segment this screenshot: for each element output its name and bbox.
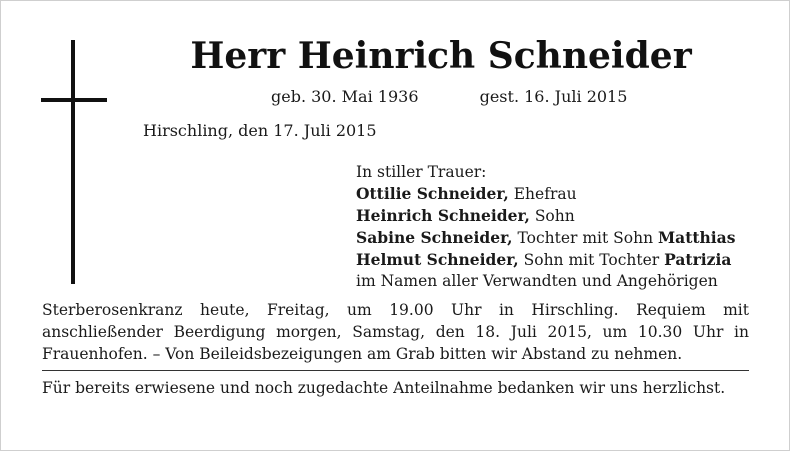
mourner-name: Heinrich Schneider, [356, 206, 530, 225]
mourner-name: Ottilie Schneider, [356, 184, 509, 203]
deceased-name: Herr Heinrich Schneider [190, 35, 692, 77]
mourner-grandchild: Matthias [658, 228, 736, 247]
cross-icon [71, 40, 75, 284]
mourner-relation: Tochter mit Sohn [512, 229, 658, 247]
mourner-relation: Ehefrau [508, 185, 577, 203]
mourners-block [356, 162, 735, 292]
cross-icon-bar [41, 98, 107, 102]
mourner-relation: Sohn [529, 207, 575, 225]
funeral-details: Sterberosenkranz heute, Freitag, um 19.00 Uhr in Hirschling. Requiem mit anschließender Beerdigung morgen, Samstag, den 18. Juli 2015, um 10.30 Uhr in Frauenhofen. – Von Beileidsbezeigungen am Grab bitten wir Abstand zu nehmen. [42, 301, 749, 363]
mourner-relation: Sohn mit Tochter [518, 251, 665, 269]
mourner-line [356, 205, 735, 227]
place-and-date: Hirschling, den 17. Juli 2015 [143, 121, 377, 140]
mourner-name: Helmut Schneider, [356, 250, 519, 269]
life-dates [271, 87, 627, 106]
mourners-intro: In stiller Trauer: [356, 163, 487, 181]
birth-date: geb. 30. Mai 1936 [271, 87, 419, 106]
mourner-line [356, 249, 735, 271]
divider [42, 370, 749, 371]
death-date: gest. 16. Juli 2015 [479, 87, 628, 106]
mourner-line [356, 227, 735, 249]
mourners-closing: im Namen aller Verwandten und Angehörigen [356, 272, 718, 290]
thanks-text: Für bereits erwiesene und noch zugedachte Anteilnahme bedanken wir uns herzlichst. [42, 379, 726, 397]
mourner-name: Sabine Schneider, [356, 228, 513, 247]
mourner-grandchild: Patrizia [664, 250, 732, 269]
mourner-line [356, 183, 735, 205]
